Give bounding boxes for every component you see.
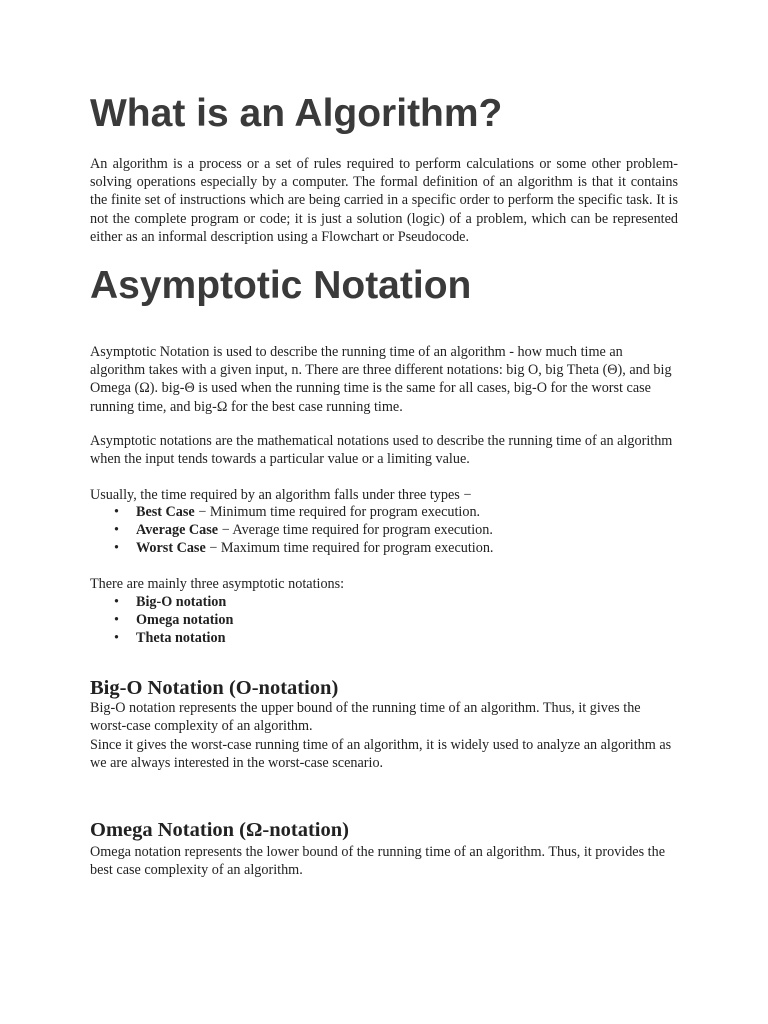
- paragraph-asymptotic-notation: Asymptotic Notation is used to describe the running time of an algorithm - how much time an algorithm takes with a given input, n. There are three different notations: big O, big Theta (Θ), and big Omega (Ω). big-Θ is used when the running time is the same for all cases, big-O for the worst case running time, and big-Ω for the best case running time.: [90, 344, 672, 415]
- notation-name: Theta notation: [136, 630, 226, 647]
- case-term: Best Case: [136, 504, 195, 520]
- paragraph-algorithm-definition: An algorithm is a process or a set of rules required to perform calculations or some other problem-solving operations especially by a computer. The formal definition of an algorithm is that it contains the finite set of instructions which are being carried in a specific order to perform the specific task. It is not the complete program or code; it is just a solution (logic) of a problem, which can be represented either as an informal description using a Flowchart or Pseudocode.: [90, 156, 678, 245]
- paragraph-notations-intro: There are mainly three asymptotic notations:: [90, 576, 345, 592]
- bullet-icon: •: [114, 504, 119, 520]
- list-item: [114, 611, 702, 629]
- bullet-icon: •: [114, 594, 119, 610]
- bullet-icon: •: [114, 630, 119, 647]
- paragraph-big-o-definition: Big-O notation represents the upper bound of the running time of an algorithm. Thus, it gives the worst-case complexity of an algorithm.: [90, 700, 641, 735]
- case-description: − Maximum time required for program execution.: [205, 540, 494, 557]
- list-item: [114, 629, 702, 647]
- case-term: Worst Case: [136, 540, 206, 557]
- paragraph-omega-definition: Omega notation represents the lower bound of the running time of an algorithm. Thus, it provides the best case complexity of an algorithm.: [90, 844, 665, 879]
- notation-name: Omega notation: [136, 612, 234, 629]
- list-item: [114, 593, 702, 611]
- case-description: − Minimum time required for program execution.: [194, 504, 481, 520]
- bullet-icon: •: [114, 522, 119, 539]
- title-what-is-algorithm: What is an Algorithm?: [90, 92, 503, 135]
- notation-name: Big-O notation: [136, 594, 227, 610]
- list-item: [114, 521, 702, 539]
- list-case-types: [90, 503, 702, 558]
- bullet-icon: •: [114, 612, 119, 629]
- case-term: Average Case: [136, 522, 219, 539]
- paragraph-big-o-usage: Since it gives the worst-case running time of an algorithm, it is widely used to analyze an algorithm as we are always interested in the worst-case scenario.: [90, 737, 672, 772]
- heading-omega-notation: Omega Notation (Ω-notation): [90, 819, 349, 841]
- paragraph-asymptotic-math: Asymptotic notations are the mathematical notations used to describe the running time of an algorithm when the input tends towards a particular value or a limiting value.: [90, 433, 673, 468]
- case-description: − Average time required for program execution.: [218, 522, 493, 539]
- heading-big-o-notation: Big-O Notation (O-notation): [90, 677, 339, 699]
- list-item: [114, 503, 702, 521]
- title-asymptotic-notation: Asymptotic Notation: [90, 264, 472, 307]
- bullet-icon: •: [114, 540, 119, 557]
- paragraph-types-intro: Usually, the time required by an algorithm falls under three types −: [90, 487, 472, 503]
- list-item: [114, 539, 702, 557]
- list-notations: [90, 593, 702, 648]
